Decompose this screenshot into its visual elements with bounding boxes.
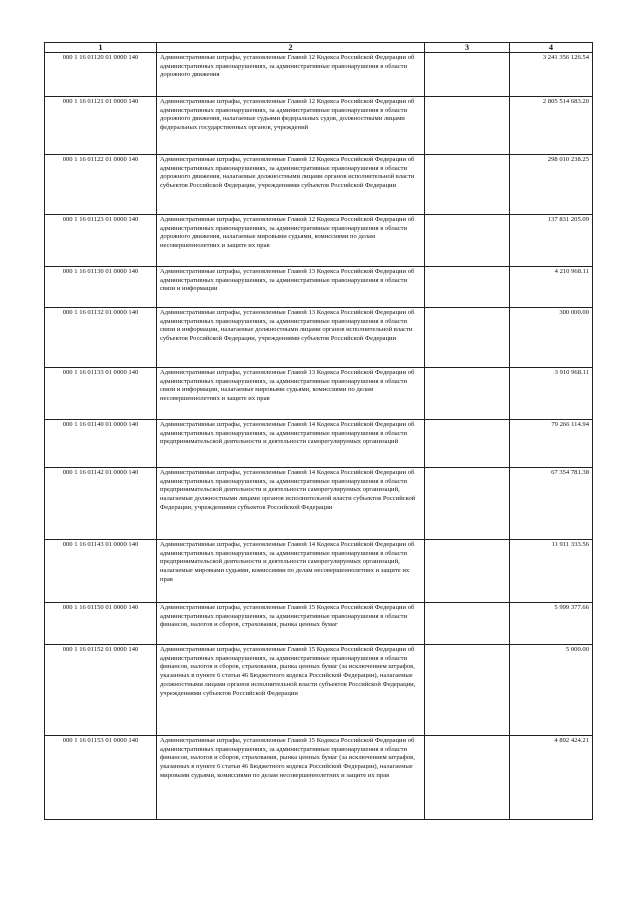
column-3-cell [425, 468, 510, 540]
table-row [45, 603, 593, 645]
column-3-cell [425, 97, 510, 155]
amount-cell: 137 831 205.09 [510, 215, 593, 267]
column-header-2: 2 [157, 43, 425, 53]
description-cell: Административные штрафы, установленные Главой 14 Кодекса Российской Федерации об административных правонарушениях, за административные правонарушения в области предпринимательской деятельности и деятельности саморегулируемых организаций, налагаемые мировыми судьями, комиссиями по делам несовершеннолетних и защите их прав [157, 540, 425, 603]
description-cell: Административные штрафы, установленные Главой 12 Кодекса Российской Федерации об административных правонарушениях, за административные правонарушения в области дорожного движения, налагаемые судьями федеральных судов, должностными лицами федеральных государственных органов, учреждений [157, 97, 425, 155]
description-cell: Административные штрафы, установленные Главой 14 Кодекса Российской Федерации об административных правонарушениях, за административные правонарушения в области предпринимательской деятельности и деятельности саморегулируемых организаций, налагаемые должностными лицами органов исполнительной власти субъектов Российской Федерации, учреждениями субъектов Российской Федерации [157, 468, 425, 540]
amount-cell: 2 805 514 683.20 [510, 97, 593, 155]
table-row [45, 53, 593, 97]
revenue-table [44, 42, 593, 820]
column-header-3: 3 [425, 43, 510, 53]
description-cell: Административные штрафы, установленные Главой 15 Кодекса Российской Федерации об административных правонарушениях, за административные правонарушения в области финансов, налогов и сборов, страхования, рынка ценных бумаг [157, 603, 425, 645]
column-header-1: 1 [45, 43, 157, 53]
table-row [45, 420, 593, 468]
table-row [45, 540, 593, 603]
column-3-cell [425, 308, 510, 368]
column-3-cell [425, 645, 510, 736]
budget-code-cell: 000 1 16 01150 01 0000 140 [45, 603, 157, 645]
table-row [45, 468, 593, 540]
table-row [45, 97, 593, 155]
amount-cell: 67 354 781.38 [510, 468, 593, 540]
description-cell: Административные штрафы, установленные Главой 15 Кодекса Российской Федерации об административных правонарушениях, за административные правонарушения в области финансов, налогов и сборов, страхования, рынка ценных бумаг (за исключением штрафов, указанных в пункте 6 статьи 46 Бюджетного кодекса Российской Федерации), налагаемые мировыми судьями, комиссиями по делам несовершеннолетних и защите их прав [157, 736, 425, 820]
description-cell: Административные штрафы, установленные Главой 13 Кодекса Российской Федерации об административных правонарушениях, за административные правонарушения в области связи и информации [157, 267, 425, 308]
column-3-cell [425, 736, 510, 820]
column-3-cell [425, 368, 510, 420]
document-page [44, 42, 592, 820]
amount-cell: 11 911 333.56 [510, 540, 593, 603]
column-3-cell [425, 540, 510, 603]
column-3-cell [425, 267, 510, 308]
table-row [45, 215, 593, 267]
column-3-cell [425, 53, 510, 97]
amount-cell: 298 010 238.25 [510, 155, 593, 215]
description-cell: Административные штрафы, установленные Главой 13 Кодекса Российской Федерации об административных правонарушениях, за административные правонарушения в области связи и информации, налагаемые мировыми судьями, комиссиями по делам несовершеннолетних и защите их прав [157, 368, 425, 420]
budget-code-cell: 000 1 16 01133 01 0000 140 [45, 368, 157, 420]
column-number-row [45, 43, 593, 53]
column-3-cell [425, 603, 510, 645]
amount-cell: 5 000.00 [510, 645, 593, 736]
description-cell: Административные штрафы, установленные Главой 12 Кодекса Российской Федерации об административных правонарушениях, за административные правонарушения в области дорожного движения, налагаемые мировыми судьями, комиссиями по делам несовершеннолетних и защите их прав [157, 215, 425, 267]
amount-cell: 300 000.00 [510, 308, 593, 368]
table-row [45, 368, 593, 420]
amount-cell: 4 210 968.11 [510, 267, 593, 308]
column-3-cell [425, 420, 510, 468]
budget-code-cell: 000 1 16 01142 01 0000 140 [45, 468, 157, 540]
budget-code-cell: 000 1 16 01132 01 0000 140 [45, 308, 157, 368]
budget-code-cell: 000 1 16 01123 01 0000 140 [45, 215, 157, 267]
table-row [45, 645, 593, 736]
table-row [45, 736, 593, 820]
budget-code-cell: 000 1 16 01121 01 0000 140 [45, 97, 157, 155]
budget-code-cell: 000 1 16 01143 01 0000 140 [45, 540, 157, 603]
amount-cell: 4 892 424.21 [510, 736, 593, 820]
budget-code-cell: 000 1 16 01153 01 0000 140 [45, 736, 157, 820]
description-cell: Административные штрафы, установленные Главой 15 Кодекса Российской Федерации об административных правонарушениях, за административные правонарушения в области финансов, налогов и сборов, страхования, рынка ценных бумаг (за исключением штрафов, указанных в пункте 6 статьи 46 Бюджетного кодекса Российской Федерации), налагаемые должностными лицами органов исполнительной власти субъектов Российской Федерации, учреждениями субъектов Российской Федерации [157, 645, 425, 736]
budget-code-cell: 000 1 16 01130 01 0000 140 [45, 267, 157, 308]
budget-code-cell: 000 1 16 01122 01 0000 140 [45, 155, 157, 215]
amount-cell: 79 266 114.94 [510, 420, 593, 468]
column-3-cell [425, 155, 510, 215]
table-row [45, 267, 593, 308]
description-cell: Административные штрафы, установленные Главой 14 Кодекса Российской Федерации об административных правонарушениях, за административные правонарушения в области предпринимательской деятельности и деятельности саморегулируемых организаций [157, 420, 425, 468]
description-cell: Административные штрафы, установленные Главой 12 Кодекса Российской Федерации об административных правонарушениях, за административные правонарушения в области дорожного движения [157, 53, 425, 97]
budget-code-cell: 000 1 16 01140 01 0000 140 [45, 420, 157, 468]
budget-code-cell: 000 1 16 01120 01 0000 140 [45, 53, 157, 97]
budget-code-cell: 000 1 16 01152 01 0000 140 [45, 645, 157, 736]
amount-cell: 5 999 377.66 [510, 603, 593, 645]
table-row [45, 308, 593, 368]
table-row [45, 155, 593, 215]
amount-cell: 3 241 356 126.54 [510, 53, 593, 97]
amount-cell: 3 910 968.11 [510, 368, 593, 420]
description-cell: Административные штрафы, установленные Главой 12 Кодекса Российской Федерации об административных правонарушениях, за административные правонарушения в области дорожного движения, налагаемые должностными лицами органов исполнительной власти субъектов Российской Федерации, учреждениями субъектов Российской Федерации [157, 155, 425, 215]
column-header-4: 4 [510, 43, 593, 53]
column-3-cell [425, 215, 510, 267]
description-cell: Административные штрафы, установленные Главой 13 Кодекса Российской Федерации об административных правонарушениях, за административные правонарушения в области связи и информации, налагаемые должностными лицами органов исполнительной власти субъектов Российской Федерации, учреждениями субъектов Российской Федерации [157, 308, 425, 368]
